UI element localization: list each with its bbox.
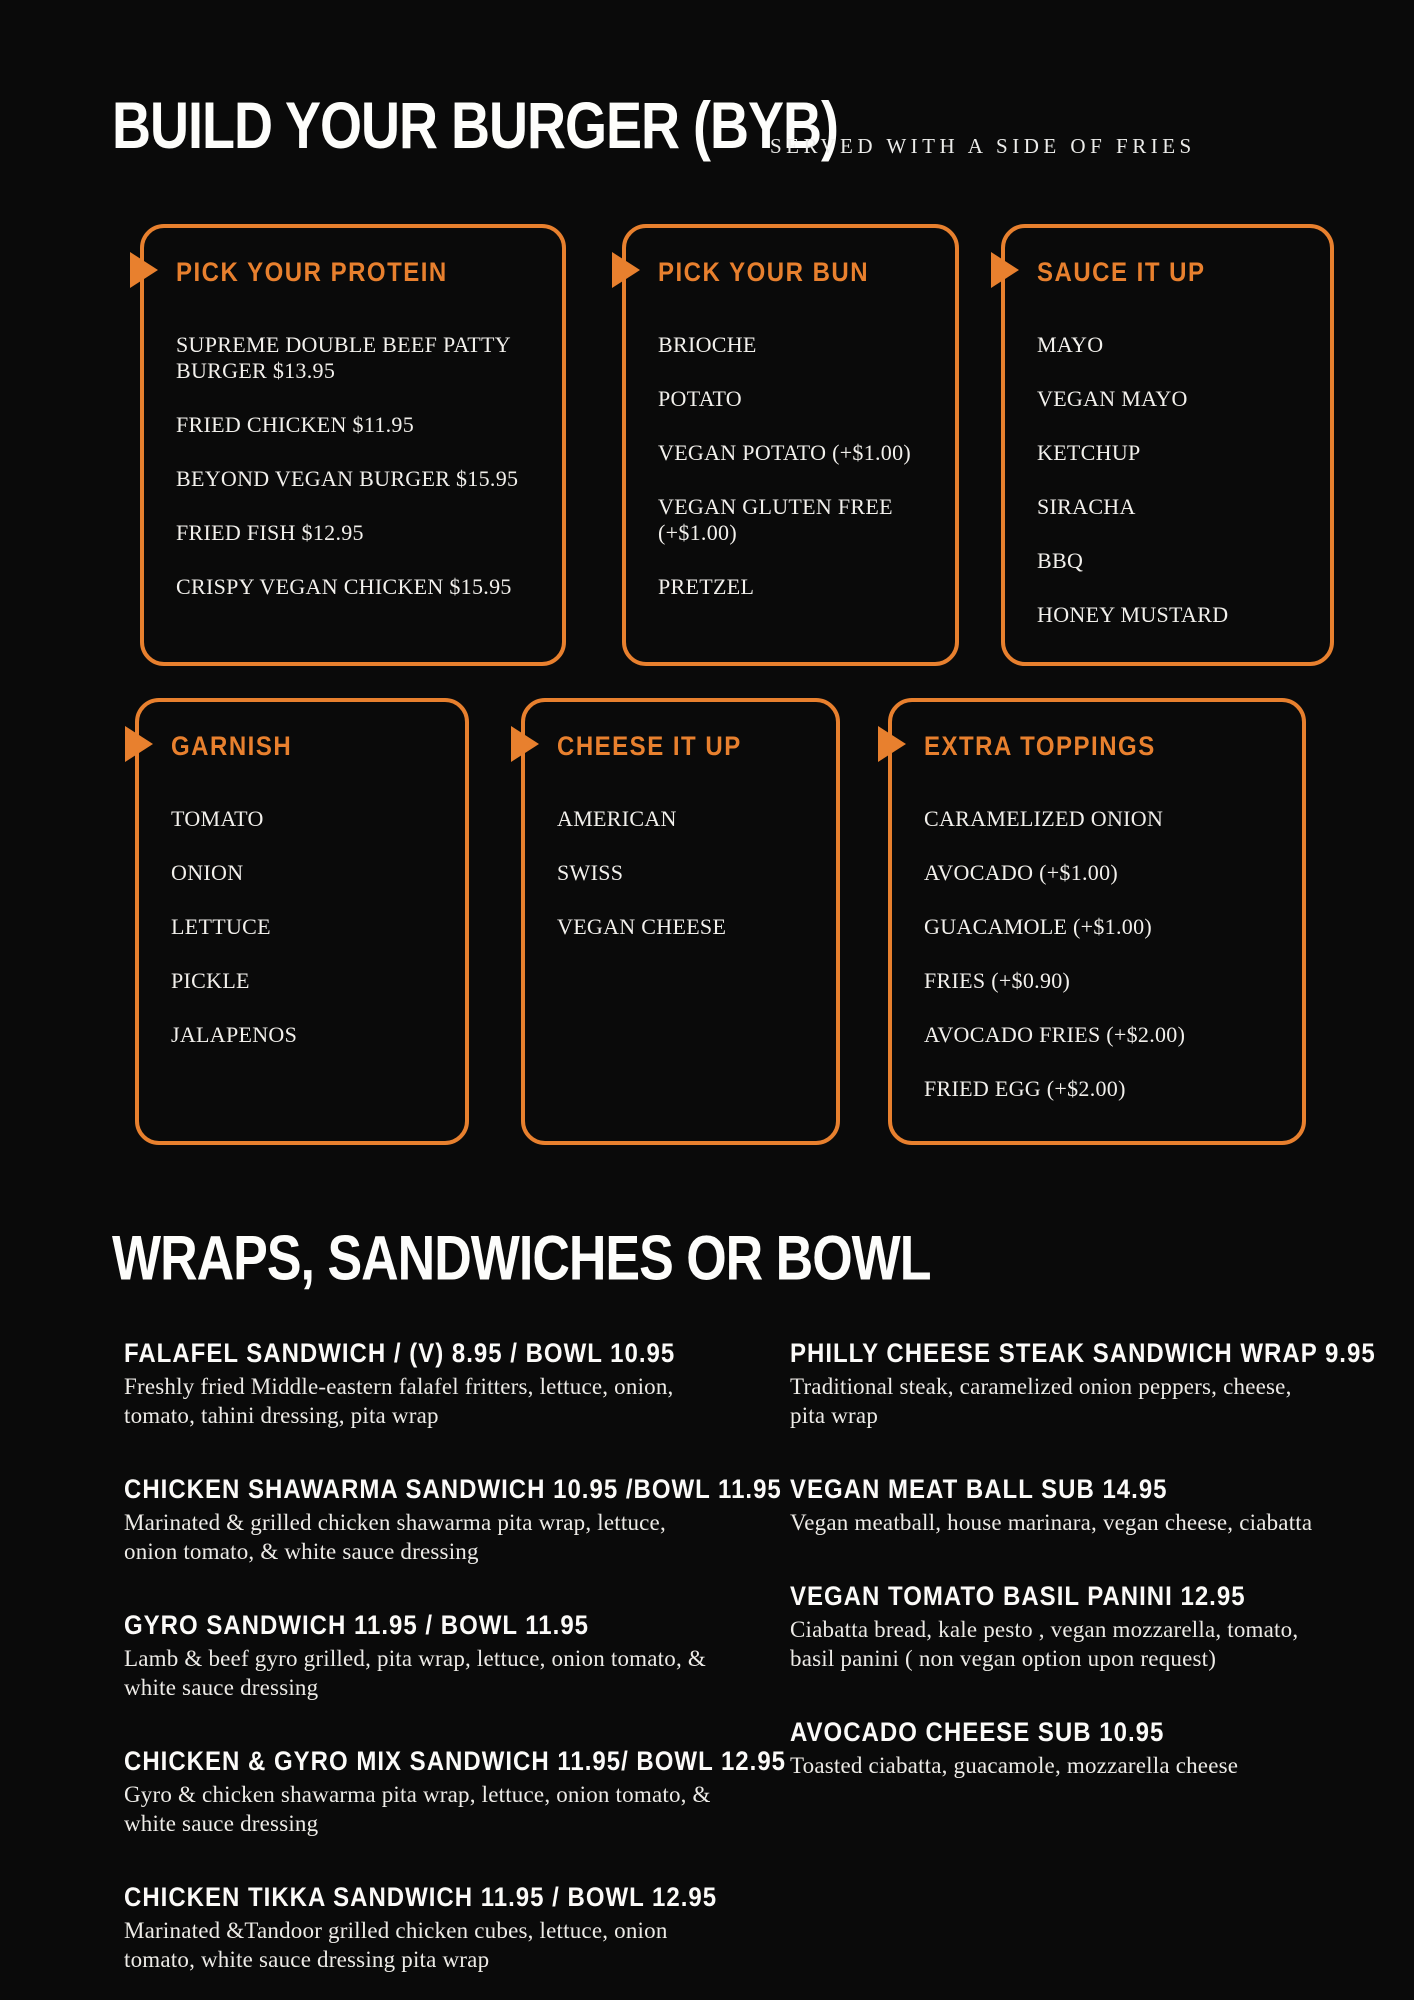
byb-box-bun: [622, 224, 959, 666]
box-items: [171, 806, 435, 1048]
menu-item-title: CHICKEN TIKKA SANDWICH 11.95 / BOWL 12.95: [124, 1883, 718, 1913]
box-item: TOMATO: [171, 806, 264, 831]
page-subtitle: SERVED WITH A SIDE OF FRIES: [770, 134, 1196, 158]
menu-item-title: FALAFEL SANDWICH / (V) 8.95 / BOWL 10.95: [124, 1339, 676, 1369]
box-item: SUPREME DOUBLE BEEF PATTY BURGER $13.95: [176, 332, 511, 383]
box-item: HONEY MUSTARD: [1037, 602, 1229, 627]
box-item: FRIED EGG (+$2.00): [924, 1076, 1126, 1101]
box-heading: EXTRA TOPPINGS: [924, 731, 1156, 762]
box-item: FRIES (+$0.90): [924, 968, 1071, 993]
menu-item-desc: Vegan meatball, house marinara, vegan cheese, ciabatta: [790, 1510, 1313, 1535]
wraps-left-column: [124, 1338, 787, 2000]
box-item: AVOCADO (+$1.00): [924, 860, 1119, 885]
box-items: [557, 806, 806, 940]
box-item: SIRACHA: [1037, 494, 1136, 519]
arrow-right-icon: [511, 726, 539, 762]
box-item: BEYOND VEGAN BURGER $15.95: [176, 466, 519, 491]
box-item: VEGAN POTATO (+$1.00): [658, 440, 912, 465]
box-item: FRIED FISH $12.95: [176, 520, 364, 545]
arrow-right-icon: [991, 252, 1019, 288]
menu-item-title: VEGAN MEAT BALL SUB 14.95: [790, 1475, 1168, 1505]
box-item: MAYO: [1037, 332, 1104, 357]
box-item: VEGAN MAYO: [1037, 386, 1188, 411]
byb-box-sauce: [1001, 224, 1334, 666]
menu-item-title: PHILLY CHEESE STEAK SANDWICH WRAP 9.95: [790, 1339, 1376, 1369]
box-item: ONION: [171, 860, 244, 885]
box-item: SWISS: [557, 860, 624, 885]
box-item: PRETZEL: [658, 574, 755, 599]
menu-item: [790, 1474, 1324, 1537]
menu-item-desc: Ciabatta bread, kale pesto , vegan mozzarella, tomato, basil panini ( non vegan option upon request): [790, 1617, 1299, 1671]
box-item: BRIOCHE: [658, 332, 757, 357]
wraps-section-title: WRAPS, SANDWICHES OR BOWL: [112, 1223, 931, 1294]
menu-item: [790, 1717, 1324, 1780]
box-heading: SAUCE IT UP: [1037, 257, 1206, 288]
box-item: AVOCADO FRIES (+$2.00): [924, 1022, 1186, 1047]
box-item: PICKLE: [171, 968, 250, 993]
box-item: BBQ: [1037, 548, 1084, 573]
box-item: KETCHUP: [1037, 440, 1141, 465]
box-items: [1037, 332, 1300, 628]
box-item: FRIED CHICKEN $11.95: [176, 412, 415, 437]
menu-item-desc: Marinated &Tandoor grilled chicken cubes, lettuce, onion tomato, white sauce dressing pita wrap: [124, 1918, 668, 1972]
menu-item-title: CHICKEN & GYRO MIX SANDWICH 11.95/ BOWL 12.95: [124, 1747, 787, 1777]
menu-item: [124, 1474, 782, 1566]
menu-item: [124, 1338, 716, 1430]
menu-item-desc: Lamb & beef gyro grilled, pita wrap, lettuce, onion tomato, & white sauce dressing: [124, 1646, 706, 1700]
arrow-right-icon: [125, 726, 153, 762]
wraps-right-column: [790, 1338, 1376, 1824]
box-heading: CHEESE IT UP: [557, 731, 742, 762]
arrow-right-icon: [878, 726, 906, 762]
box-item: VEGAN CHEESE: [557, 914, 727, 939]
menu-item-desc: Traditional steak, caramelized onion peppers, cheese, pita wrap: [790, 1374, 1292, 1428]
menu-item: [124, 1882, 716, 1974]
menu-item-title: CHICKEN SHAWARMA SANDWICH 10.95 /BOWL 11.95: [124, 1475, 782, 1505]
menu-item: [790, 1581, 1324, 1673]
box-item: GUACAMOLE (+$1.00): [924, 914, 1153, 939]
menu-item-desc: Freshly fried Middle-eastern falafel fritters, lettuce, onion, tomato, tahini dressing, pita wrap: [124, 1374, 674, 1428]
byb-box-toppings: [888, 698, 1306, 1145]
byb-box-protein: [140, 224, 566, 666]
menu-item-title: GYRO SANDWICH 11.95 / BOWL 11.95: [124, 1611, 590, 1641]
box-items: [658, 332, 925, 600]
box-item: CARAMELIZED ONION: [924, 806, 1164, 831]
byb-box-garnish: [135, 698, 469, 1145]
box-item: AMERICAN: [557, 806, 677, 831]
menu-item-desc: Toasted ciabatta, guacamole, mozzarella cheese: [790, 1753, 1239, 1778]
byb-box-cheese: [521, 698, 840, 1145]
menu-item: [124, 1746, 787, 1838]
box-item: LETTUCE: [171, 914, 271, 939]
menu-item-title: AVOCADO CHEESE SUB 10.95: [790, 1718, 1165, 1748]
arrow-right-icon: [130, 252, 158, 288]
box-item: POTATO: [658, 386, 742, 411]
page-title: BUILD YOUR BURGER (BYB): [112, 89, 839, 163]
box-item: VEGAN GLUTEN FREE (+$1.00): [658, 494, 893, 545]
box-items: [176, 332, 532, 600]
box-items: [924, 806, 1272, 1102]
menu-item-desc: Gyro & chicken shawarma pita wrap, lettuce, onion tomato, & white sauce dressing: [124, 1782, 711, 1836]
menu-item: [124, 1610, 716, 1702]
menu-item: [790, 1338, 1376, 1430]
box-heading: PICK YOUR BUN: [658, 257, 870, 288]
arrow-right-icon: [612, 252, 640, 288]
menu-item-desc: Marinated & grilled chicken shawarma pita wrap, lettuce, onion tomato, & white sauce dressing: [124, 1510, 666, 1564]
box-item: CRISPY VEGAN CHICKEN $15.95: [176, 574, 512, 599]
menu-item-title: VEGAN TOMATO BASIL PANINI 12.95: [790, 1582, 1246, 1612]
box-item: JALAPENOS: [171, 1022, 298, 1047]
box-heading: GARNISH: [171, 731, 293, 762]
box-heading: PICK YOUR PROTEIN: [176, 257, 448, 288]
